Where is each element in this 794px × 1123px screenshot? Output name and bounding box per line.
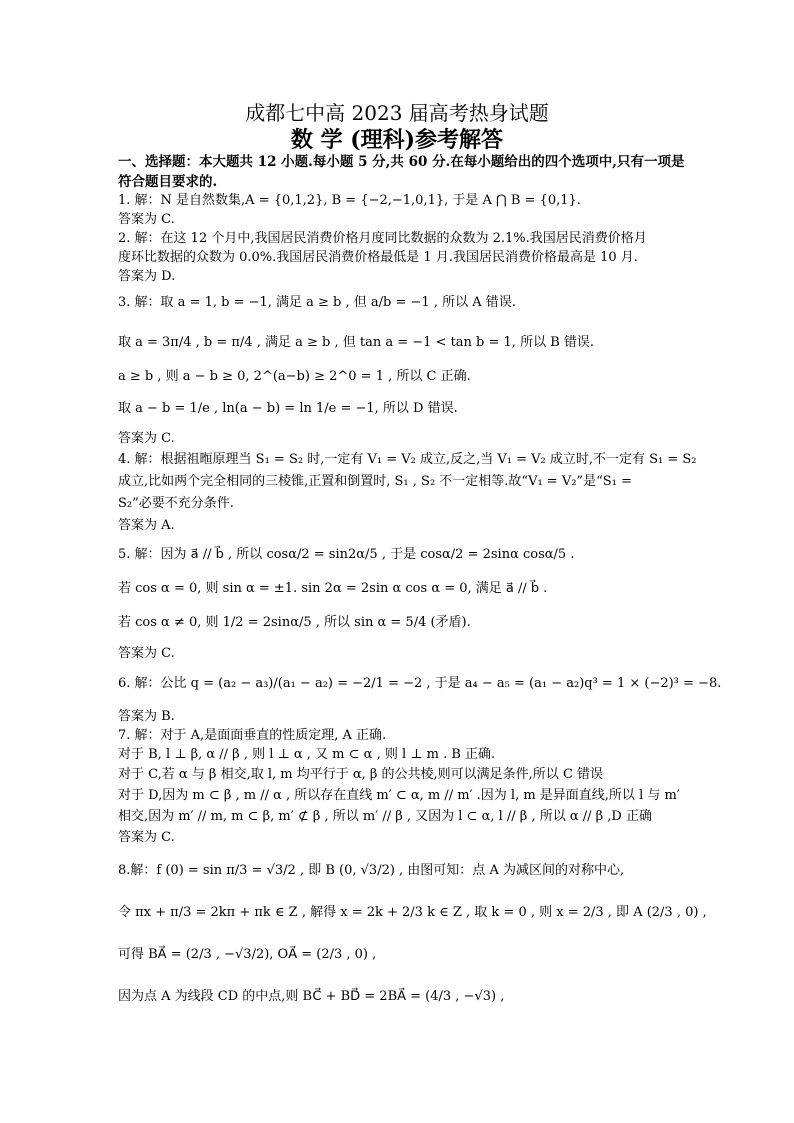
q7-solution-line: 对于 B, l ⊥ β, α // β , 则 l ⊥ α , 又 m ⊂ α , 则 l ⊥ m . B 正确. bbox=[118, 747, 496, 762]
q7-solution-line: 相交,因为 m′ // m, m ⊂ β, m′ ⊄ β , 所以 m′ // β , 又因为 l ⊂ α, l // β , 所以 α // β ,D 正确 bbox=[118, 809, 652, 824]
q4-answer: 答案为 A. bbox=[118, 518, 175, 533]
section-heading: 一、选择题：本大题共 12 小题.每小题 5 分,共 60 分.在每小题给出的四个选项中,只有一项是符合题目要求的. bbox=[118, 154, 685, 190]
q8-solution-line: 8.解：f (0) = sin π/3 = √3/2 , 即 B (0, √3/2) , 由图可知：点 A 为减区间的对称中心, bbox=[118, 863, 625, 878]
q2-solution-line: 2. 解：在这 12 个月中,我国居民消费价格月度同比数据的众数为 2.1%.我国居民消费价格月 bbox=[118, 231, 647, 246]
q3-solution-line: 取 a = 3π/4 , b = π/4 , 满足 a ≥ b , 但 tan a = −1 < tan b = 1, 所以 B 错误. bbox=[118, 335, 595, 350]
q6-answer: 答案为 B. bbox=[118, 709, 175, 724]
q7-solution-line: 对于 C,若 α 与 β 相交,取 l, m 均平行于 α, β 的公共棱,则可以满足条件,所以 C 错误 bbox=[118, 767, 604, 782]
q3-answer: 答案为 C. bbox=[118, 431, 175, 446]
q8-solution-line: 可得 BA⃗ = (2/3 , −√3/2), OA⃗ = (2/3 , 0) , bbox=[118, 947, 377, 962]
q5-solution-line: 若 cos α ≠ 0, 则 1/2 = 2sinα/5 , 所以 sin α = 5/4 (矛盾). bbox=[118, 615, 471, 630]
q5-solution-line: 若 cos α = 0, 则 sin α = ±1. sin 2α = 2sin α cos α = 0, 满足 a⃗ // b⃗ . bbox=[118, 581, 548, 596]
q8-solution-line: 因为点 A 为线段 CD 的中点,则 BC⃗ + BD⃗ = 2BA⃗ = (4/3 , −√3) , bbox=[118, 989, 505, 1004]
q3-solution-line: 取 a − b = 1/e , ln(a − b) = ln 1/e = −1, 所以 D 错误. bbox=[118, 401, 458, 416]
q7-answer: 答案为 C. bbox=[118, 830, 175, 845]
q7-solution-line: 7. 解：对于 A,是面面垂直的性质定理, A 正确. bbox=[118, 728, 387, 743]
q1-solution-line: 1. 解：N 是自然数集,A = {0,1,2}, B = {−2,−1,0,1}, 于是 A ⋂ B = {0,1}. bbox=[118, 193, 581, 208]
q8-solution-line: 令 πx + π/3 = 2kπ + πk ∈ Z , 解得 x = 2k + 2/3 k ∈ Z , 取 k = 0 , 则 x = 2/3 , 即 A (2/3 , 0) , bbox=[118, 905, 707, 920]
q5-solution-line: 5. 解：因为 a⃗ // b⃗ , 所以 cosα/2 = sin2α/5 , 于是 cosα/2 = 2sinα cosα/5 . bbox=[118, 547, 575, 562]
q3-solution-line: 3. 解：取 a = 1, b = −1, 满足 a ≥ b , 但 a/b = −1 , 所以 A 错误. bbox=[118, 295, 516, 310]
q1-answer: 答案为 C. bbox=[118, 212, 175, 227]
exam-title: 成都七中高 2023 届高考热身试题 bbox=[245, 101, 549, 125]
q4-solution-line: 成立,比如两个完全相同的三棱锥,正置和倒置时, S₁ , S₂ 不一定相等.故“V₁ = V₂”是“S₁ = bbox=[118, 474, 632, 489]
q5-answer: 答案为 C. bbox=[118, 646, 175, 661]
q2-answer: 答案为 D. bbox=[118, 269, 176, 284]
q3-solution-line: a ≥ b , 则 a − b ≥ 0, 2^(a−b) ≥ 2^0 = 1 , 所以 C 正确. bbox=[118, 369, 471, 384]
exam-subtitle: 数 学 (理科)参考解答 bbox=[290, 127, 504, 153]
q4-solution-line: 4. 解：根据祖暅原理当 S₁ = S₂ 时,一定有 V₁ = V₂ 成立,反之,当 V₁ = V₂ 成立时,不一定有 S₁ = S₂ bbox=[118, 452, 697, 467]
q4-solution-line: S₂”必要不充分条件. bbox=[118, 496, 234, 511]
q7-solution-line: 对于 D,因为 m ⊂ β , m // α , 所以存在直线 m′ ⊂ α, m // m′ .因为 l, m 是异面直线,所以 l 与 m′ bbox=[118, 788, 680, 803]
q2-solution-line: 度环比数据的众数为 0.0%.我国居民消费价格最低是 1 月.我国居民消费价格最高是 10 月. bbox=[118, 250, 638, 265]
q6-solution-line: 6. 解：公比 q = (a₂ − a₃)/(a₁ − a₂) = −2/1 = −2 , 于是 a₄ − a₅ = (a₁ − a₂)q³ = 1 × (−2)³ = −8. bbox=[118, 676, 722, 691]
